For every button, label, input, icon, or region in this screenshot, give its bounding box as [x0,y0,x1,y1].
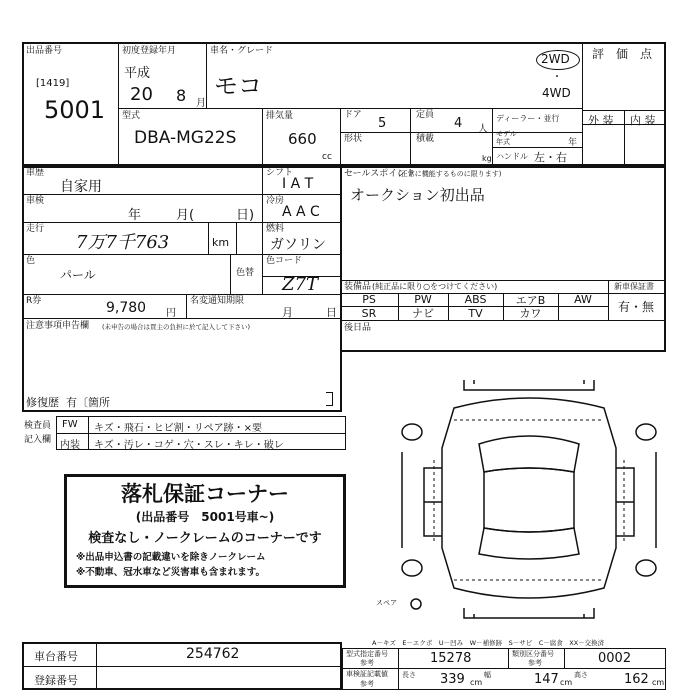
interior-text: キズ・汚レ・コゲ・穴・スレ・キレ・破レ [94,440,284,451]
body-outline [442,398,616,598]
drive-2wd: 2WD [541,52,570,66]
load-label: 積載 [416,134,435,144]
lot-label: 出品番号 [26,46,63,56]
reg-month: 8 [176,86,187,105]
type-number: 15278 [430,651,472,666]
divider [208,222,209,254]
year-unit: 年 [568,138,578,148]
divider [340,108,341,166]
cert-sub: 参考 [360,680,374,688]
equip-aw: AW [574,293,592,306]
cert-label: 車検証記載値 [346,670,388,678]
equip-navi: ナビ [412,307,434,320]
capacity: 4 [454,116,463,131]
fw-text: キズ・飛石・ヒビ割・リペア跡・×要 [94,423,262,434]
divider [564,648,565,668]
divider [118,108,582,109]
shape-label: 形状 [344,134,363,144]
divider [186,294,187,318]
divider [96,642,97,690]
guarantee-note-2: ※不動車、冠水車など災害車も含まれます。 [76,567,265,578]
repair-text: 有〔箇所 [66,396,110,409]
width-unit: cm [560,678,573,687]
spare-tire [411,599,421,609]
ac-label: 冷房 [266,196,285,206]
inspector-label-1: 検査員 [24,421,52,431]
notes-hint: (未申告の場合は買主の負担に於て記入して下さい) [102,323,251,331]
sales-label: セールスポイント [344,169,416,179]
front-bumper [464,380,594,390]
insp-day-unit: 日) [236,208,255,223]
mileage-label: 走行 [26,224,45,234]
class-label: 類別区分番号 [512,650,554,658]
car-damage-diagram [394,368,664,630]
divider [582,110,666,111]
int-label: 内 装 [630,114,656,127]
divider [206,42,207,108]
divider [340,320,666,321]
color-label: 色 [26,256,36,266]
deadline-day: 日 [326,306,337,319]
height-value: 162 [624,672,649,687]
ac-value: A A C [282,204,320,220]
divider [262,108,263,166]
reg-year: 20 [130,84,153,105]
equip-leather: カワ [519,307,542,320]
equip-pw: PW [414,293,432,306]
displacement: 660 [288,130,317,148]
sales-text: オークション初出品 [350,186,485,204]
inspection-label: 車検 [26,196,45,206]
rear-window [479,528,579,559]
kg-unit: kg [482,154,492,163]
fuel-value: ガソリン [270,237,326,253]
notes-label: 注意事項申告欄 [26,321,90,331]
handle-value: 左・右 [534,151,567,164]
mileage-value: 7万7千763 [76,232,170,253]
color-code: Z7T [282,274,318,295]
repair-label: 修復歴 [26,396,59,409]
color-value: パール [60,268,96,282]
divider [340,132,582,133]
color-code-label: 色コード [266,256,303,266]
front-right-wheel [636,424,656,440]
era: 平成 [124,66,151,81]
shift-label: シフト [266,168,294,178]
new-warranty-label: 新車保証書 [614,282,654,291]
deadline-label: 名変通知期限 [190,296,245,306]
divider [262,166,263,254]
model-code: DBA-MG22S [134,128,237,148]
divider [230,254,231,294]
lot-code: [1419] [36,78,70,89]
car-name: モコ [214,72,262,100]
divider [624,110,625,166]
lot-number: 5001 [44,96,106,124]
model-label: 型式 [122,111,141,121]
recycle-label: R券 [26,296,42,306]
divider [22,254,342,255]
chassis-number: 254762 [186,646,240,662]
fw-label: FW [62,419,78,430]
reg-label: 初度登録年月 [122,46,177,56]
handle-label: ハンドル [496,152,528,161]
length-value: 339 [440,672,465,687]
fuel-label: 燃料 [266,224,285,234]
divider [410,108,411,166]
door-label: ドア [344,110,362,120]
insp-year-unit: 年 [128,208,142,223]
cc-unit: cc [322,152,332,162]
divider [608,280,609,320]
history-label: 車歴 [26,168,45,178]
eval-label: 評 価 点 [592,47,653,61]
insp-month-unit: 月( [176,208,195,223]
type-label: 型式指定番号 [346,650,388,658]
divider [398,648,399,690]
capacity-label: 定員 [416,110,435,120]
new-warranty-value: 有・無 [618,300,655,314]
windshield [479,436,579,472]
equip-airbag: エアB [515,293,546,307]
type-sub: 参考 [360,659,374,667]
divider [582,42,583,166]
divider [262,254,263,294]
reg-number-label: 登録番号 [34,674,78,687]
model-year-label: モデル 年式 [496,130,517,146]
class-sub: 参考 [528,659,542,667]
divider [236,222,237,254]
rear-right-wheel [636,560,656,576]
roof [484,468,574,532]
divider [492,108,493,132]
interior-label: 内装 [60,440,80,451]
deadline-month: 月 [282,306,293,319]
front-left-wheel [402,424,422,440]
equipment-hint: (純正品に限り○をつけてください) [372,282,498,291]
divider [22,318,342,319]
class-number: 0002 [598,651,632,666]
divider [508,648,509,668]
width-value: 147 [534,672,559,687]
shift-value: I A T [282,176,314,192]
sales-hint: (正常に機能するものに限ります) [398,170,502,178]
color-change-label: 色替 [236,268,255,278]
rear-left-wheel [402,560,422,576]
divider [492,132,493,166]
rear-bumper [464,608,594,618]
equip-ps: PS [362,293,376,306]
divider [88,416,89,450]
guarantee-sub: (出品番号 5001号車~) [135,510,275,524]
inspector-label-2: 記入欄 [24,435,52,445]
height-unit: cm [652,678,665,687]
length-label: 長さ [402,671,416,679]
width-label: 幅 [484,671,491,679]
equip-abs: ABS [464,293,487,306]
mileage-unit: km [212,236,230,249]
after-label: 後日品 [344,323,372,333]
drive-dot: ・ [552,72,562,83]
disp-label: 排気量 [266,111,294,121]
divider [340,280,666,281]
guarantee-main: 検査なし・ノークレームのコーナーです [88,531,322,546]
ext-label: 外 装 [588,114,614,127]
chassis-label: 車台番号 [34,650,78,663]
equip-tv: TV [468,306,483,320]
repair-bracket [326,392,333,406]
drive-4wd: 4WD [542,86,571,100]
recycle-yen: 円 [166,308,176,319]
spare-label: スペア [376,599,397,607]
length-unit: cm [470,678,483,687]
divider [118,42,119,166]
guarantee-note-1: ※出品申込書の記載違いを除きノークレーム [76,552,266,563]
dealer-label: ディーラー・並行 [496,114,560,123]
damage-legend: A－キズ E－エクボ U－凹み W－補修跡 S－サビ C－腐食 XX－交換済 [372,639,605,647]
equip-sr: SR [361,306,377,320]
month-unit: 月 [196,98,206,109]
divider [22,666,342,667]
divider [342,668,666,669]
doors: 5 [378,116,387,131]
guarantee-title: 落札保証コーナー [121,482,289,506]
recycle-value: 9,780 [106,300,147,316]
name-label: 車名・グレード [210,46,274,56]
capacity-unit: 人 [478,124,488,135]
height-label: 高さ [574,671,588,679]
history-value: 自家用 [60,179,102,195]
equipment-label: 装備品 [344,282,372,292]
